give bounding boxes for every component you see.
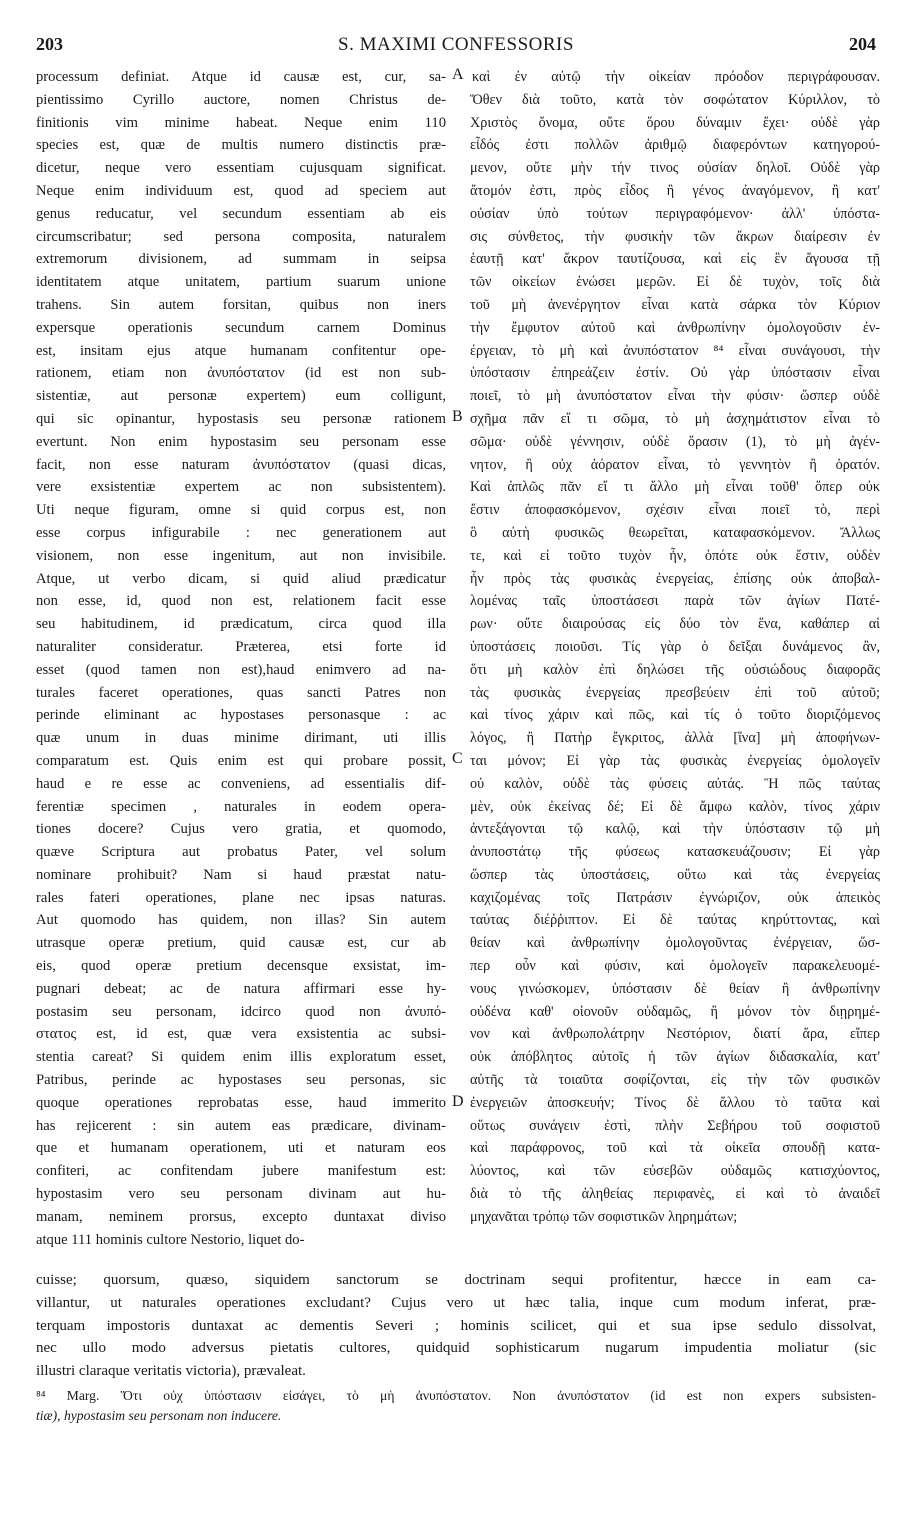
greek-text-line: ὅτι μὴ καλὸν ἐπὶ δηλώσει τῆς οὐσιώδους διαφορᾶς [470, 661, 880, 678]
latin-text-line: tiones docere? Cujus vero gratia, et quomodo, [36, 821, 446, 838]
latin-text-line: quæ unum in duas minime dirimant, uti illis [36, 730, 446, 747]
full-width-text-line: terquam impostoris duntaxat ac dementis Severi ; hominis scilicet, qui et sua ipse sedulo dissolvat, [36, 1317, 876, 1334]
greek-text-line: μηχανᾶται τρόπῳ τῶν σοφιστικῶν ληρημάτων; [470, 1208, 738, 1225]
greek-text-line: σῶμα· οὐδὲ γέννησιν, οὐδὲ ὅρασιν (1), τὸ μὴ ἀγέν- [470, 433, 880, 450]
latin-text-line: esse corpus infigurabile : nec generationem aut [36, 524, 446, 541]
latin-text-line: nominare prohibuit? Nam si haud præstat natu- [36, 866, 446, 883]
greek-text-line: οὐκ ἀπόβλητος αὐτοῖς ἡ τῶν ἁγίων διδασκαλία, κατ' [470, 1049, 880, 1066]
footnote [36, 1386, 876, 1426]
greek-text-line: λόγος, ἢ Πατὴρ ἔγκριτος, ἀλλὰ [ἵνα] μὴ ἀποφήνων- [470, 730, 880, 747]
greek-text-line: ποιεῖ, τὸ μὴ ἀνυπόστατον εἶναι τὴν φύσιν· ὥσπερ οὐδὲ [470, 388, 880, 405]
running-title: S. MAXIMI CONFESSORIS [338, 34, 574, 55]
greek-text-line: σις σύνθετος, τὴν φυσικὴν τῶν ἄκρων διαίρεσιν ἐν [470, 228, 880, 245]
latin-text-line: has rejicerent : sin autem eas prædicare, divinam- [36, 1117, 446, 1134]
page-number-left: 203 [36, 34, 63, 54]
full-width-text-line: nec ullo modo adversus pietatis cultores, quidquid sophisticarum nugarum impudentia moliatur (sic [36, 1340, 876, 1357]
latin-text-line: pugnari debeat; ac de natura affirmari esse hy- [36, 980, 446, 997]
greek-text-line: ἐνεργειῶν ἀποσκευήν; Τίνος δὲ ἄλλου τὸ ταῦτα καὶ [470, 1094, 880, 1111]
greek-text-line: ὃ αὐτὴ φυσικῶς θεωρεῖται, καταφασκόμενον. Ἄλλως [470, 524, 880, 541]
greek-text-line: τὰς φυσικὰς ἐνεργείας πρεσβεύειν ἐπὶ τοῦ αὐτοῦ; [470, 684, 880, 701]
latin-text-line: haud e re esse ac conveniens, ad essentialis dif- [36, 775, 446, 792]
latin-text-line: Aut quomodo has quidem, non illas? Sin autem [36, 912, 446, 929]
latin-text-line: Atque, ut verbo dicam, si quid aliud prædicatur [36, 570, 446, 587]
latin-text-line: turales faceret operationes, quas sancti Patres non [36, 684, 446, 701]
greek-text-line: Ὅθεν διὰ τοῦτο, κατὰ τὸν σοφώτατον Κύριλλον, τὸ [470, 91, 880, 108]
latin-text-line: perinde eliminant ac hypostases personasque : ac [36, 707, 446, 724]
latin-text-line: quæve Scriptura aut probatus Pater, vel solum [36, 844, 446, 861]
greek-text-line: ὑποστάσεις ποιοῦσι. Τίς γὰρ ὁ δεῖξαι δυνάμενος ἂν, [470, 638, 880, 655]
latin-text-line: stentia careat? Si quidem enim illis exploratum esset, [36, 1049, 446, 1066]
greek-text-line: λομένας ταῖς ὑποστάσεσι παρὰ τῶν ἁγίων Πατέ- [470, 593, 880, 610]
greek-text-line: ἦν πρὸς τὰς φυσικὰς ἐνεργείας, ἐπίσης οὐκ ἀποβαλ- [470, 570, 880, 587]
latin-text-line: quoque operationes reprobatas esse, haud immerito [36, 1094, 446, 1111]
latin-text-line: rales fateri operationes, plane nec ipsas naturas. [36, 889, 446, 906]
greek-text-line: ταύτας διέῤῥιπτον. Εἰ δὲ ταύτας κηρύττοντας, καὶ [470, 912, 880, 929]
latin-text-line: visionem, non esse ingenitum, aut non invisibile. [36, 547, 446, 564]
greek-text-line: νους γινώσκομεν, ὑπόστασιν δὲ θείαν ἢ ἀνθρωπίνην [470, 980, 880, 997]
latin-text-line: comparatum est. Quis enim est qui probare possit, [36, 752, 446, 769]
latin-text-line: utrasque operæ pretium, quid causæ est, cur ab [36, 935, 446, 952]
full-width-text [36, 1269, 876, 1383]
latin-text-line: atque 111 hominis cultore Nestorio, liquet do- [36, 1231, 305, 1248]
greek-text-line: Καὶ ἁπλῶς πᾶν εἴ τι ἄλλο μὴ εἶναι τοῦθ' ὅπερ οὐκ [470, 479, 880, 496]
margin-mark-a: A [452, 66, 464, 83]
greek-text-line: καχιζομένας τοῖς Πατράσιν ἐγνώριζον, οὐκ ἀπεικὸς [470, 889, 880, 906]
greek-text-line: μὲν, οὐκ ἐκείνας δέ; Εἰ δὲ ἄμφω καλὸν, τίνος χάριν [470, 798, 880, 815]
latin-text-line: manam, neminem prorsus, excepto duntaxat diviso [36, 1208, 446, 1225]
greek-text-line: οὐ καλὸν, οὐδὲ τὰς φύσεις αὐτάς. Ἢ πῶς ταύτας [470, 775, 880, 792]
greek-column [470, 66, 880, 1229]
latin-text-line: expersque operationis secundum carnem Dominus [36, 319, 446, 336]
latin-text-line: species est, quæ de multis numero distinctis præ- [36, 137, 446, 154]
page-number-right: 204 [849, 34, 876, 54]
greek-text-line: νον καὶ ἀνθρωπολάτρην Νεστόριον, διατί ἄρα, εἴπερ [470, 1026, 880, 1043]
latin-text-line: confiteri, ac confitendam jubere manifestum est: [36, 1163, 446, 1180]
greek-text-line: οὐσίαν ὑπὸ τούτων περιγραφόμενον· ἀλλ' ὑπόστα- [470, 205, 880, 222]
latin-text-line: qui sic opinantur, hypostasis seu personæ rationem [36, 410, 446, 427]
greek-text-line: ται μόνον; Εἰ γὰρ τὰς φυσικὰς ἐνεργείας ὁμολογεῖν [470, 752, 880, 769]
greek-text-line: οὐδένα καθ' οἱονοῦν οὐδαμῶς, ἢ μόνον τὸν διῃρημέ- [470, 1003, 880, 1020]
full-width-text-line: villantur, ut naturales operationes excludant? Cujus vero ut hæc talia, inque cum modum inferat, præ- [36, 1294, 876, 1311]
greek-text-line: αὐτῆς τὰ τοιαῦτα σοφίζονται, εἰς τὴν τῶν φυσικῶν [470, 1072, 880, 1089]
greek-text-line: ἔστιν ἀποφασκόμενον, σχέσιν εἶναι ποιεῖ τὸ, περὶ [470, 502, 880, 519]
latin-text-line: postasim seu personam, idcirco quod non ἀνυπό- [36, 1003, 446, 1020]
greek-text-line: καὶ τίνος χάριν καὶ πῶς, καὶ τίς ὁ τοῦτο διοριζόμενος [470, 707, 880, 724]
margin-mark-c: C [452, 750, 463, 767]
latin-text-line: circumscribatur; sed persona composita, naturalem [36, 228, 446, 245]
latin-text-line: est, insitam ejus atque humanam confitentur ope- [36, 342, 446, 359]
greek-text-line: τὴν ἔμφυτον αὐτοῦ καὶ ἀνθρωπίνην ὁμολογοῦσιν ἐν- [470, 319, 880, 336]
running-header [36, 34, 876, 58]
latin-text-line: facit, non esse naturam ἀνυπόστατον (quasi dicas, [36, 456, 446, 473]
latin-text-line: Uti neque figuram, omne si quid corpus est, non [36, 502, 446, 519]
latin-text-line: Patribus, perinde ac hypostases seu personas, sic [36, 1072, 446, 1089]
latin-text-line: Neque enim individuum est, quod ad speciem aut [36, 182, 446, 199]
latin-text-line: genus reducatur, vel secundum essentiam ab eis [36, 205, 446, 222]
greek-text-line: ὑπόστασιν ἐπηρεάζειν ἐστίν. Οὐ γὰρ ὑπόστασιν εἶναι [470, 365, 880, 382]
greek-text-line: έργειαν, τὸ μὴ καὶ ἀνυπόστατον ⁸⁴ εἶναι συνάγουσι, τὴν [470, 342, 880, 359]
latin-text-line: identitatem atque unitatem, partium suarum unione [36, 274, 446, 291]
greek-text-line: περ οὖν καὶ φύσιν, καὶ ὁμολογεῖν παρακελευομέ- [470, 958, 880, 975]
full-width-text-line: illustri claraque veritatis victoria), prævaleat. [36, 1363, 306, 1380]
latin-text-line: ferentiæ specimen , naturales in eodem opera- [36, 798, 446, 815]
latin-text-line: que et humanam operationem, uti et naturam eos [36, 1140, 446, 1157]
greek-text-line: καὶ παράφρονος, τοῦ καὶ τὰ οἰκεῖα σπουδῇ κατα- [470, 1140, 880, 1157]
latin-text-line: στατος est, id est, quæ vera exsistentia ac subsi- [36, 1026, 446, 1043]
margin-mark-b: B [452, 408, 463, 425]
greek-text-line: σχῆμα πᾶν εἴ τι σῶμα, τὸ μὴ ἀσχημάτιστον εἶναι τὸ [470, 410, 880, 427]
latin-text-line: processum definiat. Atque id causæ est, cur, sa- [36, 69, 446, 85]
greek-text-line: εἶδός ἐστι πολλῶν ἀριθμῷ διαφερόντων κατηγορού- [470, 137, 880, 154]
latin-text-line: sistentiæ, aut personæ expertem) eum colligunt, [36, 388, 446, 405]
greek-text-line: οὕτως συνάγειν ἐστὶ, πλὴν Σεβήρου τοῦ σοφιστοῦ [470, 1117, 880, 1134]
footnote-line: ⁸⁴ Marg. Ὅτι οὐχ ὑπόστασιν εἰσάγει, τὸ μὴ ἀνυπόστατον. Non ἀνυπόστατον (id est non expers subsisten- [36, 1388, 876, 1403]
latin-text-line: esset (quod tamen non est),haud enimvero ad na- [36, 661, 446, 678]
greek-text-line: νητον, ἢ οὐχ ἀόρατον εἶναι, τὸ γεννητὸν ἢ ὁρατόν. [470, 456, 880, 473]
latin-text-line: evertunt. Non enim hypostasim seu personam esse [36, 433, 446, 450]
latin-text-line: trahens. Sin autem forsitan, quibus non iners [36, 296, 446, 313]
greek-text-line: ἀντεξάγονται τῷ καλῷ, καὶ τὴν ὑπόστασιν τῷ μὴ [470, 821, 880, 838]
footnote-line: tiæ), hypostasim seu personam non inducere. [36, 1408, 282, 1423]
greek-text-line: ρων· οὔτε διαιρούσας εἰς δύο τὸν ἕνα, καθάπερ αἱ [470, 616, 880, 633]
greek-text-line: λύοντος, καὶ τῶν εὐσεβῶν οὐδαμῶς κατισχύοντος, [470, 1163, 880, 1180]
latin-text-line: hypostasim vero seu personam divinam aut hu- [36, 1186, 446, 1203]
greek-text-line: θείαν καὶ ἀνθρωπίνην ὁμολογοῦντας ἐνέργειαν, ὥσ- [470, 935, 880, 952]
full-width-text-line: cuisse; quorsum, quæso, siquidem sanctorum se doctrinam sequi profitentur, hæcce in eam ca- [36, 1272, 876, 1288]
margin-mark-d: D [452, 1093, 464, 1110]
latin-text-line: dicetur, neque vero essentiam cujusquam significat. [36, 160, 446, 177]
greek-text-line: καὶ ἐν αὐτῷ τὴν οἰκείαν πρόοδον περιγράφουσαν. [472, 69, 880, 85]
greek-text-line: διὰ τὸ τῆς ἀληθείας περιφανὲς, εἰ καὶ τὸ ἀναιδεῖ [470, 1186, 880, 1203]
latin-text-line: non esse, id, quod non est, relationem facit esse [36, 593, 446, 610]
greek-text-line: ἄτομόν ἐστι, πρὸς εἶδος ἢ γένος ἀναγόμενον, ἢ κατ' [470, 182, 880, 199]
greek-text-line: τε, καὶ εἰ τοῦτο τυχὸν ἦν, ὁπότε οὐκ ἔστιν, οὐδὲν [470, 547, 880, 564]
latin-column [36, 66, 446, 1251]
latin-text-line: seu habitudinem, id prædicatum, circa quod illa [36, 616, 446, 633]
latin-text-line: vere exsistentiæ expertem ac non subsistentem). [36, 479, 446, 496]
latin-text-line: naturaliter consideratur. Præterea, etsi forte id [36, 638, 446, 655]
latin-text-line: eis, quod operæ pretium decensque exsistat, im- [36, 958, 446, 975]
greek-text-line: τοῦ μὴ ἀνενέργητον εἶναι κατὰ σάρκα τὸν Κύριον [470, 296, 880, 313]
greek-text-line: μενον, οὔτε μὴν τήν τινος οὐσίαν δηλοῖ. Οὐδὲ γὰρ [470, 160, 880, 177]
greek-text-line: Χριστὸς ὄνομα, οὔτε ὅρου δύναμιν ἔχει· οὐδὲ γὰρ [470, 114, 880, 131]
latin-text-line: extremorum divisionem, ad summam in seipsa [36, 251, 446, 268]
greek-text-line: ὥσπερ τὰς ὑποστάσεις, οὕτω καὶ τὰς ἐνεργείας [470, 866, 880, 883]
latin-text-line: rationem, etiam non ἀνυπόστατον (id est non sub- [36, 365, 446, 382]
latin-text-line: pientissimo Cyrillo auctore, nomen Christus de- [36, 91, 446, 108]
greek-text-line: τῶν οἰκείων ἑνώσει μερῶν. Εἰ δὲ τυχὸν, τοῖς διὰ [470, 274, 880, 291]
latin-text-line: finitionis vim minime habeat. Neque enim 110 [36, 114, 446, 131]
greek-text-line: ἑαυτῇ κατ' ἄκρον ταυτίζουσα, καὶ εἰς ἓν ἄγουσα τῇ [470, 251, 880, 268]
greek-text-line: ἀνυποστάτῳ τῆς φύσεως κατασκευάζουσιν; Εἰ γὰρ [470, 844, 880, 861]
